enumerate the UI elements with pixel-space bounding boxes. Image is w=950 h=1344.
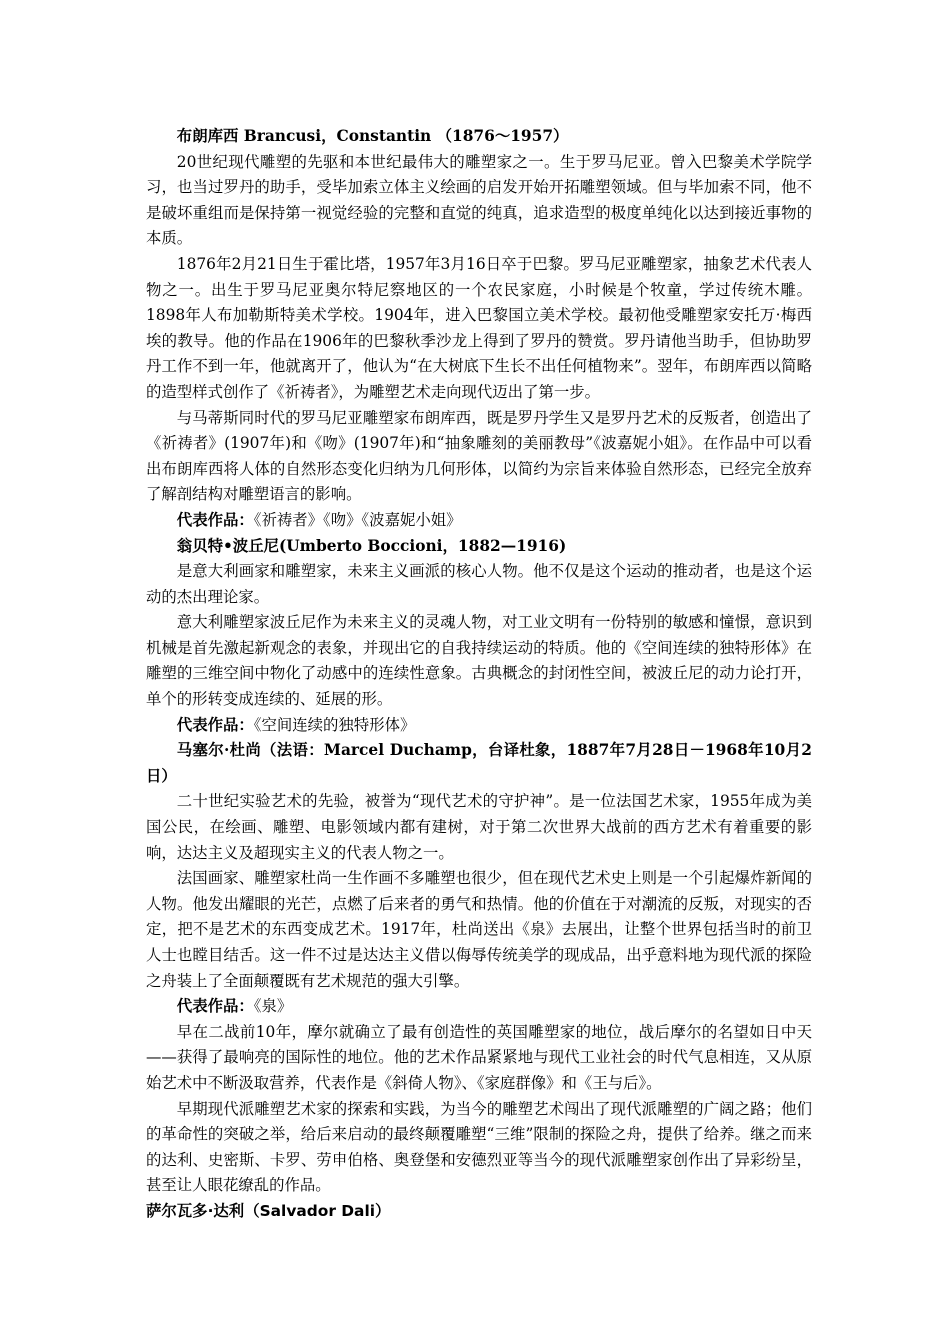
boccioni-works: [146, 713, 812, 739]
duchamp-paragraph-1: 二十世纪实验艺术的先验，被誉为“现代艺术的守护神”。是一位法国艺术家，1955年成为美国公民，在绘画、雕塑、电影领域内都有建树，对于第二次世界大战前的西方艺术有着重要的影响，达达主义及超现实主义的代表人物之一。: [146, 792, 812, 862]
duchamp-works: [146, 994, 812, 1020]
brancusi-paragraph-2: 1876年2月21日生于霍比塔，1957年3月16日卒于巴黎。罗马尼亚雕塑家，抽象艺术代表人物之一。出生于罗马尼亚奥尔特尼察地区的一个农民家庭，小时候是个牧童，学过传统木雕。1898年人布加勒斯特美术学校。1904年，进入巴黎国立美术学校。最初他受雕塑家安托万·梅西埃的教导。他的作品在1906年的巴黎秋季沙龙上得到了罗丹的赞赏。罗丹请他当助手，但协助罗丹工作不到一年，他就离开了，他认为“在大树底下生长不出任何植物来”。翌年，布朗库西以简略的造型样式创作了《祈祷者》，为雕塑艺术走向现代迈出了第一步。: [146, 254, 812, 401]
works-label: 代表作品：: [176, 510, 254, 529]
dali-heading: 萨尔瓦多·达利（Salvador Dali）: [146, 1201, 391, 1220]
duchamp-heading: 马塞尔·杜尚（法语：Marcel Duchamp，台译杜象，1887年7月28日－1968年10月2日）: [146, 741, 812, 785]
summary-paragraph: 早期现代派雕塑艺术家的探索和实践，为当今的雕塑艺术闯出了现代派雕塑的广阔之路；他们的革命性的突破之举，给后来启动的最终颠覆雕塑“三维”限制的探险之舟，提供了给养。继之而来的达利、史密斯、卡罗、劳申伯格、奥登堡和安德烈亚等当今的现代派雕塑家创作出了异彩纷呈，甚至让人眼花缭乱的作品。: [146, 1099, 812, 1195]
boccioni-heading: 翁贝特•波丘尼(Umberto Boccioni，1882—1916): [176, 536, 567, 555]
boccioni-paragraph-2: 意大利雕塑家波丘尼作为未来主义的灵魂人物，对工业文明有一份特别的敏感和憧憬，意识到机械是首先激起新观念的表象，并现出它的自我持续运动的特质。他的《空间连续的独特形体》在雕塑的三维空间中物化了动感中的连续性意象。古典概念的封闭性空间，被波丘尼的动力论打开，单个的形转变成连续的、延展的形。: [146, 613, 812, 709]
works-list: 《泉》: [253, 997, 293, 1016]
works-label: 代表作品：: [176, 997, 254, 1016]
brancusi-heading: 布朗库西 Brancusi，Constantin （1876～1957）: [176, 127, 569, 145]
duchamp-paragraph-2: 法国画家、雕塑家杜尚一生作画不多雕塑也很少，但在现代艺术史上则是一个引起爆炸新闻的人物。他发出耀眼的光芒，点燃了后来者的勇气和热情。他的价值在于对潮流的反叛，对现实的否定，把不是艺术的东西变成艺术。1917年，杜尚送出《泉》去展出，让整个世界包括当时的前卫人士也瞠目结舌。这一件不过是达达主义借以侮辱传统美学的现成品，出乎意料地为现代派的探险之舟装上了全面颠覆既有艺术规范的强大引擎。: [146, 869, 812, 990]
brancusi-works: [146, 508, 812, 534]
brancusi-paragraph-3: 与马蒂斯同时代的罗马尼亚雕塑家布朗库西，既是罗丹学生又是罗丹艺术的反叛者，创造出了《祈祷者》(1907年)和《吻》(1907年)和“抽象雕刻的美丽教母”《波嘉妮小姐》。在作品中可以看出布朗库西将人体的自然形态变化归纳为几何形体，以简约为宗旨来体验自然形态，已经完全放弃了解剖结构对雕塑语言的影响。: [146, 408, 812, 504]
works-label: 代表作品：: [176, 715, 254, 734]
document-body: [146, 124, 812, 1225]
works-list: 《祈祷者》《吻》《波嘉妮小姐》: [253, 510, 462, 529]
works-list: 《空间连续的独特形体》: [253, 715, 416, 734]
brancusi-paragraph-1: 20世纪现代雕塑的先驱和本世纪最伟大的雕塑家之一。生于罗马尼亚。曾入巴黎美术学院学习，也当过罗丹的助手，受毕加索立体主义绘画的启发开始开拓雕塑领域。但与毕加索不同，他不是破坏重组而是保持第一视觉经验的完整和直觉的纯真，追求造型的极度单纯化以达到接近事物的本质。: [146, 152, 812, 248]
moore-paragraph: 早在二战前10年，摩尔就确立了最有创造性的英国雕塑家的地位，战后摩尔的名望如日中天——获得了最响亮的国际性的地位。他的艺术作品紧紧地与现代工业社会的时代气息相连，又从原始艺术中不断汲取营养，代表作是《斜倚人物》、《家庭群像》和《王与后》。: [146, 1022, 812, 1092]
boccioni-paragraph-1: 是意大利画家和雕塑家，未来主义画派的核心人物。他不仅是这个运动的推动者，也是这个运动的杰出理论家。: [146, 562, 812, 606]
